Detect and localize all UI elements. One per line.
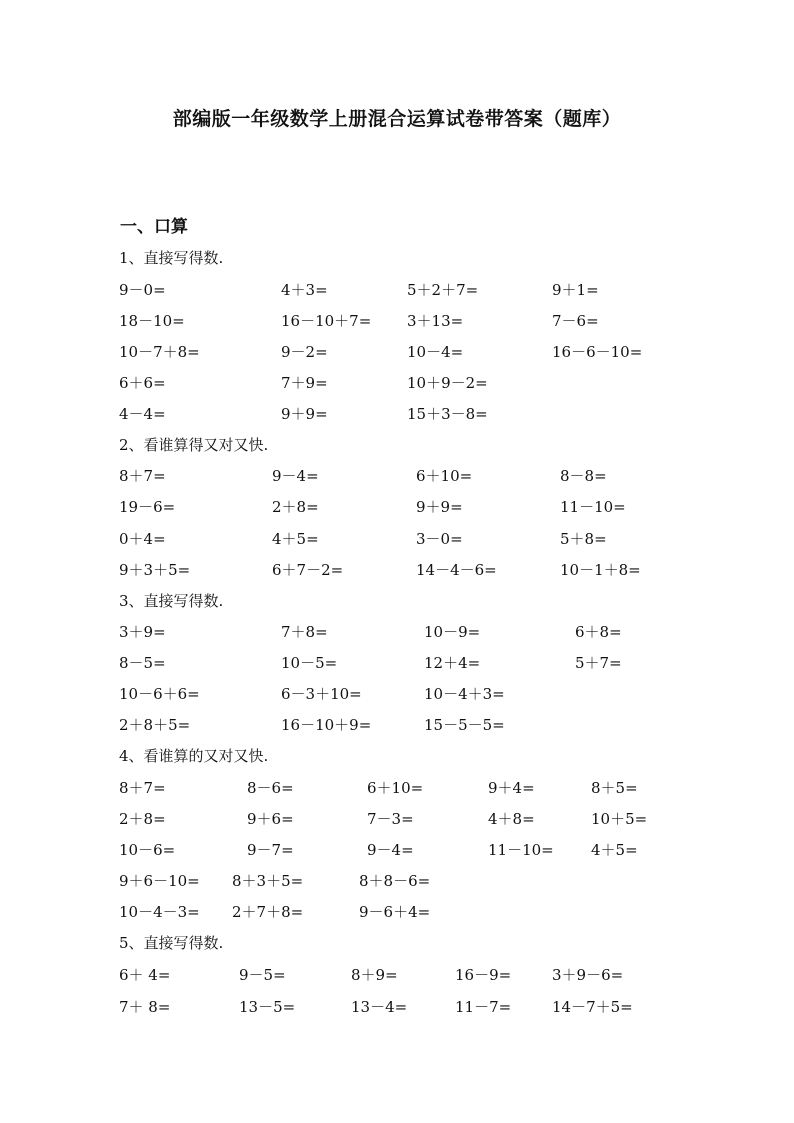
math-problem: 6＋8= [575, 623, 622, 641]
problem-row [0, 776, 794, 800]
math-problem: 7－6= [552, 312, 599, 330]
math-problem: 9－2= [281, 343, 328, 361]
math-problem: 11－10= [488, 841, 554, 859]
problem-row [0, 682, 794, 706]
math-problem: 8＋7= [119, 467, 166, 485]
math-problem: 9＋1= [552, 281, 599, 299]
math-problem: 8＋8－6= [359, 872, 431, 890]
problem-row [0, 900, 794, 924]
exercise-heading [0, 744, 794, 768]
problem-row [0, 558, 794, 582]
math-problem: 10－5= [281, 654, 338, 672]
math-problem: 4＋3= [281, 281, 328, 299]
math-problem: 9＋6= [247, 810, 294, 828]
math-problem: 2＋8= [119, 810, 166, 828]
math-problem: 7＋9= [281, 374, 328, 392]
math-problem: 6＋10= [416, 467, 473, 485]
math-problem: 16－10＋7= [281, 312, 372, 330]
math-problem: 10－9= [424, 623, 481, 641]
math-problem: 10－6= [119, 841, 176, 859]
math-problem: 10－6＋6= [119, 685, 200, 703]
math-problem: 9＋9= [281, 405, 328, 423]
math-problem: 10－4＋3= [424, 685, 505, 703]
math-problem: 0＋4= [119, 530, 166, 548]
math-problem: 3＋13= [407, 312, 464, 330]
math-problem: 8－6= [247, 779, 294, 797]
math-problem: 7＋ 8= [119, 998, 171, 1016]
problem-row [0, 402, 794, 426]
math-problem: 7＋8= [281, 623, 328, 641]
math-problem: 2＋7＋8= [232, 903, 304, 921]
math-problem: 8＋5= [591, 779, 638, 797]
math-problem: 3＋9－6= [552, 966, 624, 984]
math-problem: 9－6＋4= [359, 903, 431, 921]
math-problem: 15－5－5= [424, 716, 505, 734]
math-problem: 16－9= [455, 966, 512, 984]
math-problem: 3＋9= [119, 623, 166, 641]
math-problem: 13－5= [239, 998, 296, 1016]
math-problem: 10＋5= [591, 810, 648, 828]
math-problem: 8＋3＋5= [232, 872, 304, 890]
problem-row [0, 527, 794, 551]
math-problem: 10－7＋8= [119, 343, 200, 361]
math-problem: 14－4－6= [416, 561, 497, 579]
math-problem: 9－4= [272, 467, 319, 485]
math-problem: 2＋8＋5= [119, 716, 191, 734]
math-problem: 11－10= [560, 498, 626, 516]
problem-row [0, 464, 794, 488]
math-problem: 4－4= [119, 405, 166, 423]
problem-row [0, 620, 794, 644]
math-problem: 10＋9－2= [407, 374, 488, 392]
math-problem: 8－8= [560, 467, 607, 485]
problem-row [0, 278, 794, 302]
math-problem: 6－3＋10= [281, 685, 362, 703]
math-problem: 7－3= [367, 810, 414, 828]
exercise-heading-text: 1、直接写得数. [119, 249, 224, 267]
math-problem: 4＋8= [488, 810, 535, 828]
exercise-heading-text: 5、直接写得数. [119, 934, 224, 952]
problem-row [0, 309, 794, 333]
problem-row [0, 963, 794, 987]
exercise-heading [0, 433, 794, 457]
problem-row [0, 371, 794, 395]
math-problem: 6＋7－2= [272, 561, 344, 579]
problem-row [0, 713, 794, 737]
math-problem: 11－7= [455, 998, 512, 1016]
math-problem: 9＋3＋5= [119, 561, 191, 579]
math-problem: 9－7= [247, 841, 294, 859]
exercise-heading-text: 2、看谁算得又对又快. [119, 436, 269, 454]
math-problem: 9－4= [367, 841, 414, 859]
math-problem: 9＋6－10= [119, 872, 200, 890]
math-problem: 10－1＋8= [560, 561, 641, 579]
math-problem: 19－6= [119, 498, 176, 516]
math-problem: 8＋7= [119, 779, 166, 797]
math-problem: 16－6－10= [552, 343, 643, 361]
page-title: 部编版一年级数学上册混合运算试卷带答案（题库） [172, 108, 622, 130]
math-problem: 18－10= [119, 312, 185, 330]
math-problem: 13－4= [351, 998, 408, 1016]
math-problem: 14－7＋5= [552, 998, 633, 1016]
math-problem: 5＋8= [560, 530, 607, 548]
math-problem: 9＋9= [416, 498, 463, 516]
exercise-heading-text: 3、直接写得数. [119, 592, 224, 610]
math-problem: 10－4－3= [119, 903, 200, 921]
math-problem: 4＋5= [272, 530, 319, 548]
math-problem: 6＋10= [367, 779, 424, 797]
math-problem: 5＋7= [575, 654, 622, 672]
exercise-heading [0, 931, 794, 955]
math-problem: 9－5= [239, 966, 286, 984]
problem-row [0, 869, 794, 893]
section-heading: 一、口算 [120, 217, 188, 237]
math-problem: 15＋3－8= [407, 405, 488, 423]
math-problem: 8＋9= [351, 966, 398, 984]
exercise-heading [0, 246, 794, 270]
math-problem: 10－4= [407, 343, 464, 361]
problem-row [0, 807, 794, 831]
math-problem: 2＋8= [272, 498, 319, 516]
math-problem: 8－5= [119, 654, 166, 672]
exercise-heading [0, 589, 794, 613]
problem-row [0, 340, 794, 364]
problem-row [0, 995, 794, 1019]
problem-row [0, 838, 794, 862]
problem-row [0, 495, 794, 519]
math-problem: 6＋ 4= [119, 966, 171, 984]
math-problem: 3－0= [416, 530, 463, 548]
exercise-heading-text: 4、看谁算的又对又快. [119, 747, 269, 765]
problem-row [0, 651, 794, 675]
math-problem: 12＋4= [424, 654, 481, 672]
math-problem: 6＋6= [119, 374, 166, 392]
math-problem: 9＋4= [488, 779, 535, 797]
math-problem: 5＋2＋7= [407, 281, 479, 299]
math-problem: 16－10＋9= [281, 716, 372, 734]
math-problem: 4＋5= [591, 841, 638, 859]
math-problem: 9－0= [119, 281, 166, 299]
